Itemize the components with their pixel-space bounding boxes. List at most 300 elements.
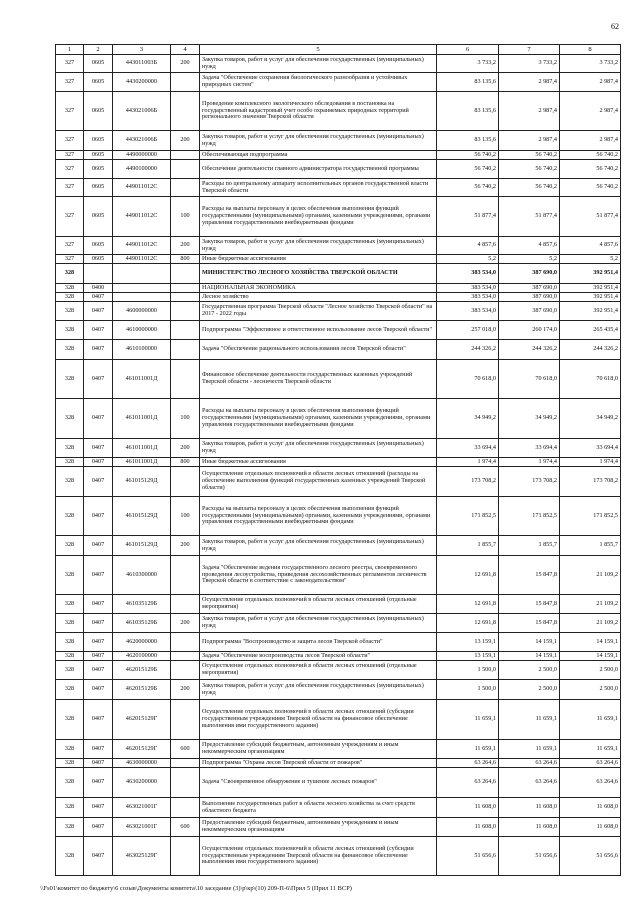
column-header: 4 [171, 45, 200, 55]
section-code-cell: 0407 [84, 614, 113, 633]
amount-2022-cell: 11 608,0 [560, 798, 621, 818]
section-code-cell: 0407 [84, 652, 113, 661]
section-code-cell: 0407 [84, 595, 113, 614]
grbs-code-cell: 328 [56, 652, 84, 661]
target-article-cell: 4630000000 [113, 759, 171, 768]
description-cell: Задача "Обеспечение воспроизводства лесов Тверской области" [200, 652, 437, 661]
description-cell: Задача "Своевременное обнаружение и тушение лесных пожаров" [200, 768, 437, 798]
table-row [56, 768, 621, 798]
description-cell: Иные бюджетные ассигнования [200, 255, 437, 264]
amount-2022-cell: 392 951,4 [560, 284, 621, 293]
amount-2020-cell: 5,2 [437, 255, 499, 264]
expense-type-cell [171, 321, 200, 340]
section-code-cell: 0407 [84, 818, 113, 837]
target-article-cell [113, 293, 171, 302]
target-article-cell: 461011001Д [113, 458, 171, 467]
amount-2022-cell: 244 326,2 [560, 340, 621, 360]
amount-2022-cell: 21 109,2 [560, 614, 621, 633]
amount-2020-cell: 171 852,5 [437, 497, 499, 536]
table-row [56, 293, 621, 302]
amount-2020-cell: 12 691,8 [437, 595, 499, 614]
grbs-code-cell: 328 [56, 661, 84, 680]
target-article-cell: 4630200000 [113, 768, 171, 798]
amount-2021-cell: 11 659,1 [499, 740, 560, 759]
amount-2021-cell: 63 264,6 [499, 759, 560, 768]
amount-2020-cell: 51 656,6 [437, 837, 499, 876]
expense-type-cell: 200 [171, 439, 200, 458]
section-code-cell [84, 264, 113, 284]
amount-2022-cell: 11 659,1 [560, 700, 621, 740]
section-code-cell: 0407 [84, 458, 113, 467]
amount-2020-cell: 56 740,2 [437, 179, 499, 197]
expense-type-cell [171, 768, 200, 798]
column-header: 5 [200, 45, 437, 55]
expense-type-cell [171, 700, 200, 740]
description-cell: Расходы на выплаты персоналу в целях обеспечения выполнения функций государственными (муниципальными) органами, казенными учреждениями, органами управления государственными внебюджетными фондами [200, 197, 437, 237]
amount-2022-cell: 70 618,0 [560, 360, 621, 399]
expense-type-cell [171, 284, 200, 293]
amount-2022-cell: 56 740,2 [560, 151, 621, 160]
table-row [56, 595, 621, 614]
table-row [56, 837, 621, 876]
amount-2022-cell: 21 109,2 [560, 556, 621, 595]
expense-type-cell [171, 556, 200, 595]
amount-2022-cell: 171 852,5 [560, 497, 621, 536]
target-article-cell: 4610100000 [113, 340, 171, 360]
amount-2022-cell: 34 949,2 [560, 399, 621, 439]
expense-type-cell [171, 340, 200, 360]
target-article-cell: 462015129Б [113, 680, 171, 700]
amount-2022-cell: 14 159,1 [560, 633, 621, 652]
amount-2020-cell: 244 326,2 [437, 340, 499, 360]
budget-table [55, 44, 621, 876]
grbs-code-cell: 327 [56, 55, 84, 73]
amount-2020-cell: 56 740,2 [437, 160, 499, 179]
amount-2020-cell: 70 618,0 [437, 360, 499, 399]
table-row [56, 264, 621, 284]
amount-2022-cell: 2 500,0 [560, 680, 621, 700]
amount-2021-cell: 56 740,2 [499, 151, 560, 160]
table-row [56, 92, 621, 131]
description-cell: Подпрограмма "Охрана лесов Тверской области от пожаров" [200, 759, 437, 768]
grbs-code-cell: 328 [56, 536, 84, 556]
description-cell: Финансовое обеспечение деятельности государственных казенных учреждений Тверской области - лесничеств Тверской области [200, 360, 437, 399]
section-code-cell: 0605 [84, 237, 113, 255]
section-code-cell: 0407 [84, 293, 113, 302]
amount-2022-cell: 51 877,4 [560, 197, 621, 237]
amount-2021-cell: 33 694,4 [499, 439, 560, 458]
amount-2020-cell: 34 949,2 [437, 399, 499, 439]
grbs-code-cell: 328 [56, 633, 84, 652]
section-code-cell: 0605 [84, 160, 113, 179]
grbs-code-cell: 328 [56, 340, 84, 360]
grbs-code-cell: 328 [56, 321, 84, 340]
description-cell: Задача "Обеспечение ведения государственного лесного реестра, своевременного проведения лесоустройства, приведения лесохозяйственных регламентов лесничеств Тверской области в соответствие с законодательством" [200, 556, 437, 595]
table-row [56, 497, 621, 536]
description-cell: Расходы на выплаты персоналу в целях обеспечения выполнения функций государственными (муниципальными) органами, казенными учреждениями, органами управления государственными внебюджетными фондами [200, 399, 437, 439]
description-cell: Закупка товаров, работ и услуг для обеспечения государственных (муниципальных) нужд [200, 680, 437, 700]
grbs-code-cell: 327 [56, 73, 84, 92]
grbs-code-cell: 328 [56, 680, 84, 700]
amount-2020-cell: 11 659,1 [437, 740, 499, 759]
table-row [56, 614, 621, 633]
grbs-code-cell: 327 [56, 179, 84, 197]
amount-2022-cell: 63 264,6 [560, 759, 621, 768]
column-header: 3 [113, 45, 171, 55]
expense-type-cell: 600 [171, 818, 200, 837]
grbs-code-cell: 328 [56, 284, 84, 293]
expense-type-cell [171, 160, 200, 179]
table-row [56, 399, 621, 439]
table-row [56, 467, 621, 497]
amount-2020-cell: 4 857,6 [437, 237, 499, 255]
table-row [56, 151, 621, 160]
grbs-code-cell: 327 [56, 197, 84, 237]
amount-2020-cell: 11 608,0 [437, 818, 499, 837]
description-cell: Расходы на выплаты персоналу в целях обеспечения выполнения функций государственными (муниципальными) органами, казенными учреждениями, органами управления государственными внебюджетными фондами [200, 497, 437, 536]
table-row [56, 302, 621, 321]
amount-2022-cell: 63 264,6 [560, 768, 621, 798]
amount-2022-cell: 392 951,4 [560, 264, 621, 284]
expense-type-cell: 200 [171, 55, 200, 73]
section-code-cell: 0605 [84, 92, 113, 131]
description-cell: Осуществление отдельных полномочий в области лесных отношений (расходы на обеспечение выполнения функций государственных казенных учреждений Тверской области) [200, 467, 437, 497]
table-row [56, 237, 621, 255]
section-code-cell: 0407 [84, 302, 113, 321]
grbs-code-cell: 328 [56, 837, 84, 876]
amount-2021-cell: 51 656,6 [499, 837, 560, 876]
amount-2021-cell: 387 690,0 [499, 293, 560, 302]
amount-2021-cell: 2 500,0 [499, 680, 560, 700]
amount-2021-cell: 2 987,4 [499, 131, 560, 151]
amount-2021-cell: 4 857,6 [499, 237, 560, 255]
target-article-cell: 443021006Б [113, 131, 171, 151]
column-header: 7 [499, 45, 560, 55]
amount-2021-cell: 387 690,0 [499, 264, 560, 284]
grbs-code-cell: 328 [56, 556, 84, 595]
target-article-cell: 461035129Б [113, 595, 171, 614]
section-code-cell: 0605 [84, 255, 113, 264]
amount-2020-cell: 383 534,0 [437, 293, 499, 302]
description-cell: Предоставление субсидий бюджетным, автономным учреждениям и иным некоммерческим организациям [200, 740, 437, 759]
target-article-cell: 461015129Д [113, 536, 171, 556]
expense-type-cell [171, 293, 200, 302]
grbs-code-cell: 328 [56, 614, 84, 633]
amount-2021-cell: 11 608,0 [499, 798, 560, 818]
target-article-cell: 4600000000 [113, 302, 171, 321]
table-row [56, 284, 621, 293]
amount-2020-cell: 83 135,6 [437, 131, 499, 151]
section-code-cell: 0407 [84, 661, 113, 680]
table-row [56, 458, 621, 467]
amount-2022-cell: 1 974,4 [560, 458, 621, 467]
amount-2020-cell: 1 500,0 [437, 661, 499, 680]
section-code-cell: 0407 [84, 759, 113, 768]
amount-2021-cell: 11 608,0 [499, 818, 560, 837]
table-row [56, 818, 621, 837]
grbs-code-cell: 328 [56, 798, 84, 818]
amount-2021-cell: 244 326,2 [499, 340, 560, 360]
description-cell: Государственная программа Тверской области "Лесное хозяйство Тверской области" на 2017 - 2022 годы [200, 302, 437, 321]
description-cell: Задача "Обеспечение сохранения биологического разнообразия и устойчивых природных систем" [200, 73, 437, 92]
description-cell: Осуществление отдельных полномочий в области лесных отношений (субсидии государственным учреждениям Тверской области на финансовое обеспечение выполнения ими государственного задания) [200, 837, 437, 876]
amount-2020-cell: 173 708,2 [437, 467, 499, 497]
amount-2022-cell: 2 987,4 [560, 73, 621, 92]
amount-2021-cell: 1 855,7 [499, 536, 560, 556]
target-article-cell: 449011012С [113, 255, 171, 264]
amount-2021-cell: 2 987,4 [499, 92, 560, 131]
amount-2022-cell: 51 656,6 [560, 837, 621, 876]
column-header: 1 [56, 45, 84, 55]
table-row [56, 179, 621, 197]
grbs-code-cell: 328 [56, 360, 84, 399]
target-article-cell: 4610000000 [113, 321, 171, 340]
expense-type-cell [171, 360, 200, 399]
target-article-cell: 461011001Д [113, 360, 171, 399]
target-article-cell: 449011012С [113, 179, 171, 197]
table-row [56, 740, 621, 759]
section-code-cell: 0605 [84, 55, 113, 73]
amount-2020-cell: 1 500,0 [437, 680, 499, 700]
grbs-code-cell: 328 [56, 399, 84, 439]
expense-type-cell [171, 264, 200, 284]
amount-2022-cell: 21 109,2 [560, 595, 621, 614]
grbs-code-cell: 328 [56, 293, 84, 302]
expense-type-cell: 100 [171, 197, 200, 237]
description-cell: Выполнение государственных работ в области лесного хозяйства за счет средств областного бюджета [200, 798, 437, 818]
description-cell: Задача "Обеспечение рационального использования лесов Тверской области" [200, 340, 437, 360]
grbs-code-cell: 327 [56, 237, 84, 255]
amount-2021-cell: 63 264,6 [499, 768, 560, 798]
expense-type-cell [171, 151, 200, 160]
description-cell: Осуществление отдельных полномочий в области лесных отношений (отдельные мероприятия) [200, 661, 437, 680]
table-header-row [56, 45, 621, 55]
description-cell: Закупка товаров, работ и услуг для обеспечения государственных (муниципальных) нужд [200, 131, 437, 151]
table-row [56, 798, 621, 818]
amount-2022-cell: 56 740,2 [560, 160, 621, 179]
section-code-cell: 0407 [84, 768, 113, 798]
amount-2020-cell: 56 740,2 [437, 151, 499, 160]
table-row [56, 321, 621, 340]
grbs-code-cell: 328 [56, 595, 84, 614]
description-cell: Закупка товаров, работ и услуг для обеспечения государственных (муниципальных) нужд [200, 614, 437, 633]
section-code-cell: 0400 [84, 284, 113, 293]
section-code-cell: 0407 [84, 556, 113, 595]
target-article-cell: 463025129Г [113, 837, 171, 876]
amount-2021-cell: 387 690,0 [499, 284, 560, 293]
amount-2020-cell: 1 974,4 [437, 458, 499, 467]
expense-type-cell: 200 [171, 131, 200, 151]
table-row [56, 55, 621, 73]
amount-2021-cell: 2 500,0 [499, 661, 560, 680]
grbs-code-cell: 328 [56, 700, 84, 740]
table-row [56, 652, 621, 661]
grbs-code-cell: 328 [56, 818, 84, 837]
description-cell: Закупка товаров, работ и услуг для обеспечения государственных (муниципальных) нужд [200, 536, 437, 556]
section-code-cell: 0605 [84, 73, 113, 92]
amount-2022-cell: 4 857,6 [560, 237, 621, 255]
target-article-cell: 4490100000 [113, 160, 171, 179]
amount-2022-cell: 2 500,0 [560, 661, 621, 680]
amount-2020-cell: 1 855,7 [437, 536, 499, 556]
amount-2022-cell: 173 708,2 [560, 467, 621, 497]
target-article-cell: 4430200000 [113, 73, 171, 92]
expense-type-cell [171, 467, 200, 497]
amount-2021-cell: 34 949,2 [499, 399, 560, 439]
expense-type-cell: 100 [171, 497, 200, 536]
target-article-cell: 4620000000 [113, 633, 171, 652]
grbs-code-cell: 328 [56, 264, 84, 284]
expense-type-cell: 800 [171, 458, 200, 467]
amount-2022-cell: 33 694,4 [560, 439, 621, 458]
description-cell: Лесное хозяйство [200, 293, 437, 302]
amount-2022-cell: 2 987,4 [560, 131, 621, 151]
expense-type-cell [171, 179, 200, 197]
amount-2020-cell: 383 534,0 [437, 264, 499, 284]
grbs-code-cell: 328 [56, 497, 84, 536]
target-article-cell: 461015129Д [113, 497, 171, 536]
amount-2021-cell: 15 847,8 [499, 556, 560, 595]
target-article-cell: 4610300000 [113, 556, 171, 595]
target-article-cell: 463021001Г [113, 798, 171, 818]
grbs-code-cell: 328 [56, 458, 84, 467]
amount-2020-cell: 83 135,6 [437, 73, 499, 92]
table-row [56, 556, 621, 595]
section-code-cell: 0407 [84, 360, 113, 399]
section-code-cell: 0605 [84, 179, 113, 197]
target-article-cell: 461011001Д [113, 399, 171, 439]
expense-type-cell [171, 633, 200, 652]
amount-2020-cell: 12 691,8 [437, 556, 499, 595]
amount-2022-cell: 392 951,4 [560, 293, 621, 302]
section-code-cell: 0407 [84, 467, 113, 497]
grbs-code-cell: 328 [56, 302, 84, 321]
amount-2020-cell: 13 159,1 [437, 633, 499, 652]
table-row [56, 536, 621, 556]
target-article-cell: 449011012С [113, 197, 171, 237]
target-article-cell [113, 284, 171, 293]
table-row [56, 340, 621, 360]
description-cell: НАЦИОНАЛЬНАЯ ЭКОНОМИКА [200, 284, 437, 293]
description-cell: МИНИСТЕРСТВО ЛЕСНОГО ХОЗЯЙСТВА ТВЕРСКОЙ ОБЛАСТИ [200, 264, 437, 284]
target-article-cell: 449011012С [113, 237, 171, 255]
table-row [56, 255, 621, 264]
amount-2022-cell: 2 987,4 [560, 92, 621, 131]
section-code-cell: 0407 [84, 798, 113, 818]
section-code-cell: 0605 [84, 151, 113, 160]
grbs-code-cell: 327 [56, 255, 84, 264]
table-row [56, 360, 621, 399]
target-article-cell: 463021001Г [113, 818, 171, 837]
expense-type-cell [171, 595, 200, 614]
amount-2022-cell: 11 659,1 [560, 740, 621, 759]
amount-2020-cell: 11 659,1 [437, 700, 499, 740]
target-article-cell: 462015129Г [113, 700, 171, 740]
amount-2021-cell: 5,2 [499, 255, 560, 264]
page-number: 62 [611, 22, 619, 31]
target-article-cell: 4620100000 [113, 652, 171, 661]
description-cell: Осуществление отдельных полномочий в области лесных отношений (субсидии государственным учреждениям Тверской области на финансовое обеспечение выполнения ими государственного задания) [200, 700, 437, 740]
table-row [56, 700, 621, 740]
amount-2021-cell: 56 740,2 [499, 160, 560, 179]
section-code-cell: 0407 [84, 399, 113, 439]
amount-2021-cell: 14 159,1 [499, 652, 560, 661]
amount-2021-cell: 51 877,4 [499, 197, 560, 237]
section-code-cell: 0407 [84, 439, 113, 458]
grbs-code-cell: 328 [56, 439, 84, 458]
target-article-cell: 461015129Д [113, 467, 171, 497]
amount-2022-cell: 11 608,0 [560, 818, 621, 837]
table-row [56, 439, 621, 458]
amount-2021-cell: 15 847,8 [499, 614, 560, 633]
amount-2022-cell: 14 159,1 [560, 652, 621, 661]
table-row [56, 197, 621, 237]
expense-type-cell [171, 798, 200, 818]
amount-2020-cell: 63 264,6 [437, 768, 499, 798]
section-code-cell: 0407 [84, 633, 113, 652]
expense-type-cell [171, 302, 200, 321]
target-article-cell: 4490000000 [113, 151, 171, 160]
table-row [56, 633, 621, 652]
amount-2021-cell: 387 690,0 [499, 302, 560, 321]
expense-type-cell: 200 [171, 536, 200, 556]
amount-2021-cell: 2 987,4 [499, 73, 560, 92]
expense-type-cell [171, 73, 200, 92]
section-code-cell: 0407 [84, 740, 113, 759]
amount-2022-cell: 392 951,4 [560, 302, 621, 321]
section-code-cell: 0605 [84, 131, 113, 151]
amount-2021-cell: 11 659,1 [499, 700, 560, 740]
amount-2021-cell: 260 174,0 [499, 321, 560, 340]
amount-2021-cell: 56 740,2 [499, 179, 560, 197]
section-code-cell: 0407 [84, 497, 113, 536]
expense-type-cell [171, 837, 200, 876]
grbs-code-cell: 327 [56, 92, 84, 131]
amount-2022-cell: 265 435,4 [560, 321, 621, 340]
footer-file-path: \\Fs01\комитет по бюджету\6 созыв\Документы комитета\10 заседание (3)\р\кр\(10) 209-П-6\Прил 5 (Прил 11 ВСР) [40, 885, 352, 892]
grbs-code-cell: 327 [56, 131, 84, 151]
description-cell: Осуществление отдельных полномочий в области лесных отношений (отдельные мероприятия) [200, 595, 437, 614]
table-row [56, 160, 621, 179]
expense-type-cell: 200 [171, 680, 200, 700]
description-cell: Обеспечение деятельности главного администратора государственной программы [200, 160, 437, 179]
expense-type-cell: 800 [171, 255, 200, 264]
expense-type-cell: 600 [171, 740, 200, 759]
section-code-cell: 0407 [84, 680, 113, 700]
amount-2021-cell: 1 974,4 [499, 458, 560, 467]
amount-2020-cell: 3 733,2 [437, 55, 499, 73]
target-article-cell: 461035129Б [113, 614, 171, 633]
description-cell: Закупка товаров, работ и услуг для обеспечения государственных (муниципальных) нужд [200, 55, 437, 73]
section-code-cell: 0407 [84, 321, 113, 340]
amount-2020-cell: 12 691,8 [437, 614, 499, 633]
amount-2020-cell: 11 608,0 [437, 798, 499, 818]
amount-2021-cell: 14 159,1 [499, 633, 560, 652]
description-cell: Предоставление субсидий бюджетным, автономным учреждениям и иным некоммерческим организациям [200, 818, 437, 837]
expense-type-cell: 200 [171, 614, 200, 633]
amount-2020-cell: 383 534,0 [437, 302, 499, 321]
description-cell: Закупка товаров, работ и услуг для обеспечения государственных (муниципальных) нужд [200, 237, 437, 255]
expense-type-cell [171, 92, 200, 131]
table-row [56, 680, 621, 700]
expense-type-cell [171, 652, 200, 661]
amount-2022-cell: 5,2 [560, 255, 621, 264]
amount-2020-cell: 257 018,0 [437, 321, 499, 340]
table-row [56, 759, 621, 768]
table-row [56, 73, 621, 92]
column-header: 2 [84, 45, 113, 55]
target-article-cell: 443021006Б [113, 92, 171, 131]
